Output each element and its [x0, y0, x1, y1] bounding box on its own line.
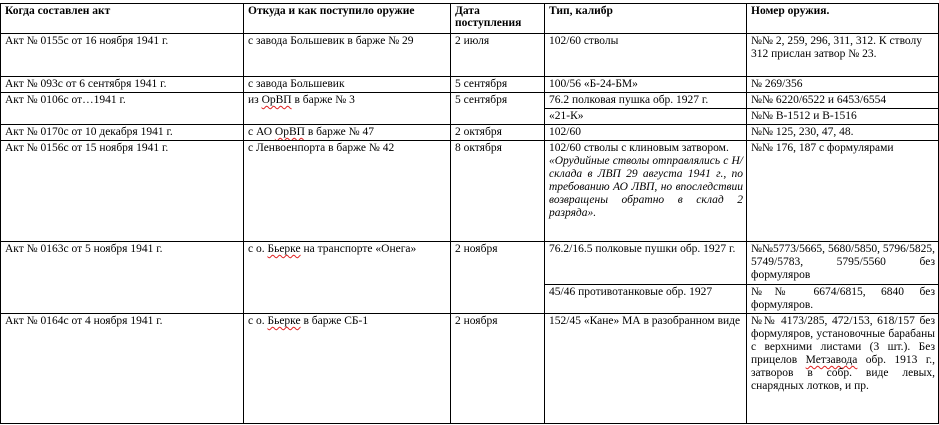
weapons-receipt-table — [0, 3, 939, 424]
header-type-caliber: Тип, калибр — [545, 4, 747, 34]
type-caliber-cell: 102/60 стволы с клиновым затвором. «Орудийные стволы отправлялись с Н/склада в ЛВП 29 августа 1941 г., по требованию АО ЛВП, но впоследствии возвращены обратно в склад 2 разряда». — [545, 141, 747, 242]
act-cell: Акт № 0164с от 4 ноября 1941 г. — [1, 314, 244, 424]
type-caliber-cell: 45/46 противотанковые обр. 1927 — [545, 285, 747, 314]
table-header-row — [1, 4, 939, 34]
origin-cell: с завода Большевик в барже № 29 — [244, 34, 451, 77]
spellcheck-word: Бьерке — [267, 315, 301, 327]
act-cell: Акт № 0106с от…1941 г. — [1, 93, 244, 125]
weapon-number-cell: №№ 4173/285, 472/153, 618/157 без формуляров, установочные барабаны с верхними листами (3 шт.). Без прицелов Метзавода обр. 1913 г., затворов в собр. виде левых, снарядных лотков, и пр. — [747, 314, 939, 424]
weapon-number-cell: № 269/356 — [747, 77, 939, 93]
type-caliber-cell: 102/60 — [545, 125, 747, 141]
weapon-number-cell: №№ 176, 187 с формулярами — [747, 141, 939, 242]
origin-cell: с Ленвоенпорта в барже № 42 — [244, 141, 451, 242]
type-caliber-cell: 152/45 «Кане» МА в разобранном виде — [545, 314, 747, 424]
type-caliber-cell: 100/56 «Б-24-БМ» — [545, 77, 747, 93]
act-cell: Акт № 093с от 6 сентября 1941 г. — [1, 77, 244, 93]
archive-note: «Орудийные стволы отправлялись с Н/склада в ЛВП 29 августа 1941 г., по требованию АО ЛВП, но впоследствии возвращены обратно в склад 2 разряда». — [549, 155, 743, 219]
type-caliber-cell: 76.2 полковая пушка обр. 1927 г. — [545, 93, 747, 109]
type-caliber-cell: 76.2/16.5 полковые пушки обр. 1927 г. — [545, 242, 747, 285]
table-row — [1, 125, 939, 141]
act-cell: Акт № 0156с от 15 ноября 1941 г. — [1, 141, 244, 242]
header-origin: Откуда и как поступило оружие — [244, 4, 451, 34]
weapon-number-cell: №№ 125, 230, 47, 48. — [747, 125, 939, 141]
table-row — [1, 77, 939, 93]
arrival-date-cell: 2 ноября — [451, 242, 545, 314]
weapon-number-cell: №№ 6674/6815, 6840 без формуляров. — [747, 285, 939, 314]
table-row — [1, 93, 939, 109]
table-row — [1, 34, 939, 77]
header-weapon-number: Номер оружия. — [747, 4, 939, 34]
spellcheck-word: Метзавода — [805, 354, 858, 366]
type-caliber-cell: 102/60 стволы — [545, 34, 747, 77]
arrival-date-cell: 8 октября — [451, 141, 545, 242]
act-cell: Акт № 0170с от 10 декабря 1941 г. — [1, 125, 244, 141]
origin-cell: из ОрВП в барже № 3 — [244, 93, 451, 125]
table-row — [1, 242, 939, 285]
origin-cell: с АО ОрВП в барже № 47 — [244, 125, 451, 141]
spellcheck-word: ОрВП — [261, 94, 292, 106]
weapon-number-cell: №№ В-1512 и В-1516 — [747, 109, 939, 125]
origin-cell: с о. Бьерке на транспорте «Онега» — [244, 242, 451, 314]
weapon-number-cell: №№ 2, 259, 296, 311, 312. К стволу 312 прислан затвор № 23. — [747, 34, 939, 77]
table-row — [1, 314, 939, 424]
weapon-number-cell: №№ 6220/6522 и 6453/6554 — [747, 93, 939, 109]
header-arrival-date: Дата поступления — [451, 4, 545, 34]
arrival-date-cell: 2 июля — [451, 34, 545, 77]
table-row — [1, 141, 939, 242]
origin-cell: с завода Большевик — [244, 77, 451, 93]
weapon-number-cell: №№5773/5665, 5680/5850, 5796/5825, 5749/5783, 5795/5560 без формуляров — [747, 242, 939, 285]
arrival-date-cell: 2 октября — [451, 125, 545, 141]
arrival-date-cell: 5 сентября — [451, 77, 545, 93]
origin-cell: с о. Бьерке в барже СБ-1 — [244, 314, 451, 424]
arrival-date-cell: 5 сентября — [451, 93, 545, 125]
header-date-made: Когда составлен акт — [1, 4, 244, 34]
act-cell: Акт № 0155с от 16 ноября 1941 г. — [1, 34, 244, 77]
type-caliber-cell: «21-К» — [545, 109, 747, 125]
arrival-date-cell: 2 ноября — [451, 314, 545, 424]
spellcheck-word: Бьерке — [267, 243, 301, 255]
spellcheck-word: ОрВП — [274, 126, 305, 138]
act-cell: Акт № 0163с от 5 ноября 1941 г. — [1, 242, 244, 314]
